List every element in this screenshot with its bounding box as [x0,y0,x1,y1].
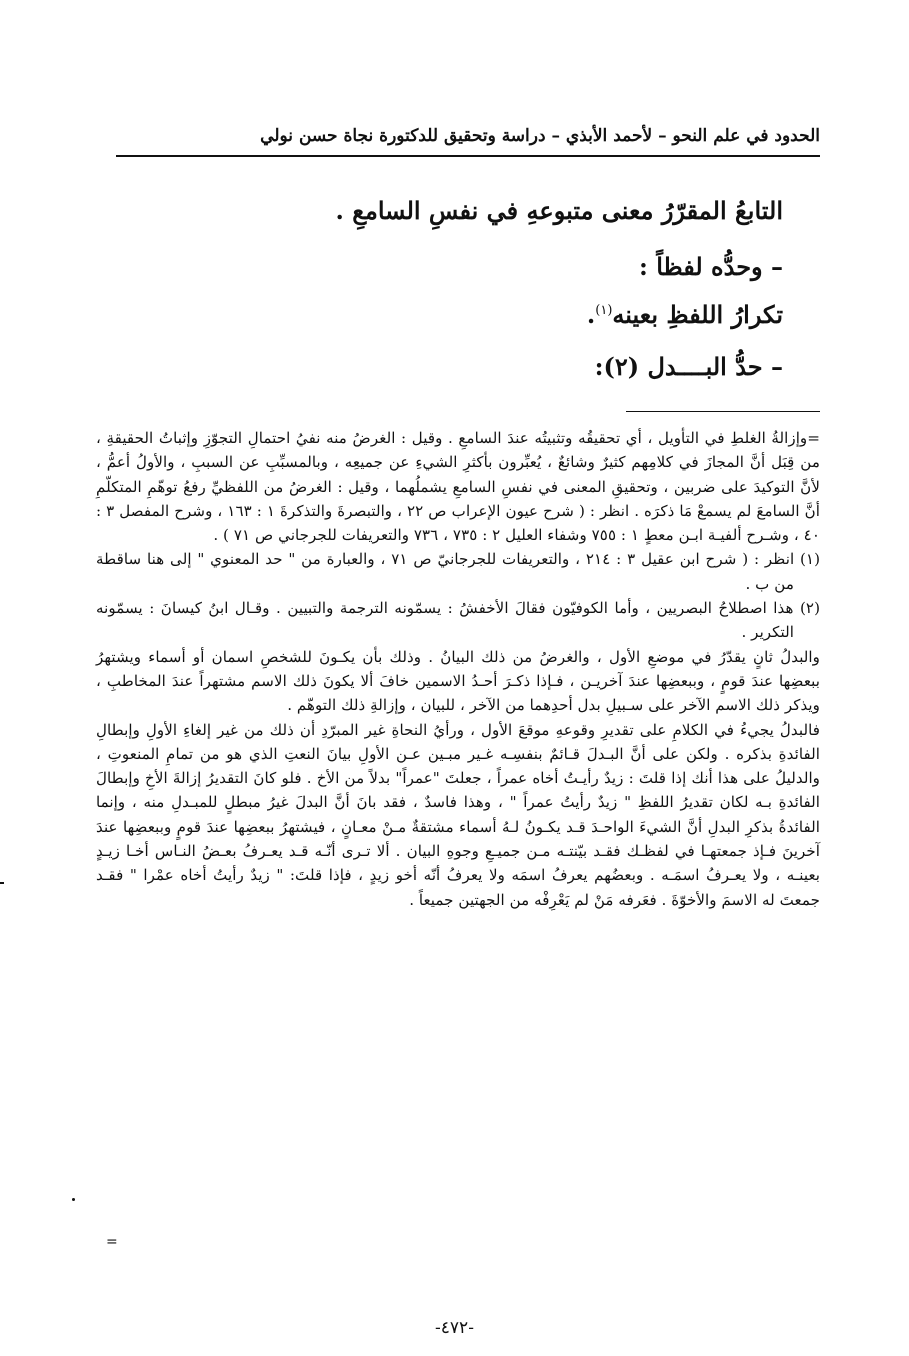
definition-line-1: التابعُ المقرّرُ معنى متبوعهِ في نفسِ السامعِ . [335,196,783,225]
definition-line-2: – وحدُّه لفظاً : [639,252,783,281]
footnote-2-head: (٢) هذا اصطلاحُ البصريين ، وأما الكوفيّون فقالَ الأخفشُ : يسمّونه الترجمة والتبيين . وقـال ابنُ كيسانَ : يسمّونه التكرير . [96,599,820,642]
speck-mark [72,1198,75,1201]
continuation-mark: = [106,1234,118,1250]
footnote-rule [626,411,820,412]
definition-line-3 [587,300,783,329]
running-header: الحدود في علم النحو – لأحمد الأبذي – دراسة وتحقيق للدكتورة نجاة حسن نولي [260,126,820,146]
definition-line-4: – حدُّ البــــدل (٢): [594,352,783,381]
footnote-continued: =وإزالةُ الغلطِ في التأويل ، أي تحقيقُه وتثبيتُه عندَ السامعِ . وقيل : الغرضُ منه نفيُ احتمالِ التجوّزِ وإثباتُ الحقيقةِ ، من قِبَل أنَّ المجازَ في كلامِهم كثيرٌ وشائعٌ ، يُعبِّرون بأكثرِ الشيءِ عن جميعِه ، وبالمسبِّبِ عن السببِ ، والأولُ أعمُّ ، لأنَّ التوكيدَ على ضربين ، وتحقيقِ المعنى في نفسِ السامعِ يشملُهما ، وقيل : الغرضُ من اللفظيِّ رفعُ توهّمِ المتكلّمِ أنَّ السامعَ لم يسمعْ مَا ذكرَه . انظر : ( شرح عيون الإعراب ص ٢٢ ، والتبصرةَ والتذكرةَ ١ : ١٦٣ ، وشرح المفصل ٣ : ٤٠ ، وشـرح ألفيـة ابـن معطٍ ١ : ٧٥٥ وشفاء العليل ٢ : ٧٣٥ ، ٧٣٦ والتعريفات للجرجاني ص ٧١ ) . [96,429,820,545]
definition-end: . [586,300,596,329]
footnotes [96,426,820,912]
footnote-1: (١) انظر : ( شرح ابن عقيل ٣ : ٢١٤ ، والتعريفات للجرجانيّ ص ٧١ ، والعبارة من " حد المعنوي " إلى هنا ساقطة من ب . [96,550,821,593]
definition-text: تكرارُ اللفظِ بعينه [612,300,783,329]
edge-mark [0,882,4,884]
footnote-2-paragraph-2: فالبدلُ يجيءُ في الكلامِ على تقديرِ وقوعهِ موقعَ الأول ، ورأيُ النحاةِ غير المبرّدِ أن ذلك من غير إلغاءِ الأولِ وإبطالِ الفائدةِ بذكره . ولكن على أنَّ البـدلَ قـائمٌ بنفسِـه غـير مبـين عـن الأولِ بيانَ النعتِ الذي هو من تمامِ المنعوتِ ، والدليلُ على هذا أنك إذا قلتَ : زيدٌ رأيـتُ أخاه عمراً ، جعلتَ "عمراً" بدلاً من الأخ . فلو كانَ التقديرُ إزالةَ الأخِ وإبطالَ الفائدةِ بـه لكان تقديرُ اللفظِ " زيدٌ رأيتُ عمراً " ، وهذا فاسدٌ ، فقد بانَ أنَّ البدلَ غيرُ مبطلٍ للمبـدلِ منه ، وإنما الفائدةُ بذكرِ البدلِ أنَّ الشيءَ الواحـدَ قـد يكـونُ لـهُ أسماء مشتقةٌ مـنْ معـانٍ ، فيشتهرُ ببعضِها عندَ قومٍ وببعضِها عندَ آخرينَ فـإذ جمعتهـا في لفظـك فقـد بيّنتـه مـن جميـعِ وجوهِ البيان . ألا تـرى أنّـه قـد يعـرفُ بعـضُ النـاس أخـا زيـدٍ بعينـه ، ولا يعـرفُ اسمَـه . وبعضُهم يعرفُ اسمَه ولا يعرفُ أنّه أخو زيدٍ ، فإذا قلتَ: " زيدٌ رأيتُ أخاه عمْرا " فقـد جمعتَ له الاسمَ والأخوّةَ . فعَرفه مَنْ لم يَعْرِفْه من الجهتين جميعاً . [96,720,820,909]
page-number: -٤٧٢- [435,1318,474,1338]
footnote-ref-1[interactable]: (١) [595,303,613,318]
header-rule [116,155,820,157]
footnote-2-paragraph-1: والبدلُ ثانٍ يقدّرُ في موضعِ الأول ، والغرضُ من ذلك البيانُ . وذلك بأن يكـونَ للشخصِ اسمان أو أسماء ويشتهرُ ببعضِها عندَ قومٍ ، وببعضِها عندَ آخريـن ، فـإذا ذكـرَ أحـدُ الاسمين خافَ ألا يكونَ ذلك الاسم مشتهراً عندَ المخاطبِ ، ويذكر ذلك الاسم الآخر على سـبيلِ بدل أحدِهما من الآخر ، للبيان ، وإزالةِ ذلك التوهّم . [96,647,820,715]
